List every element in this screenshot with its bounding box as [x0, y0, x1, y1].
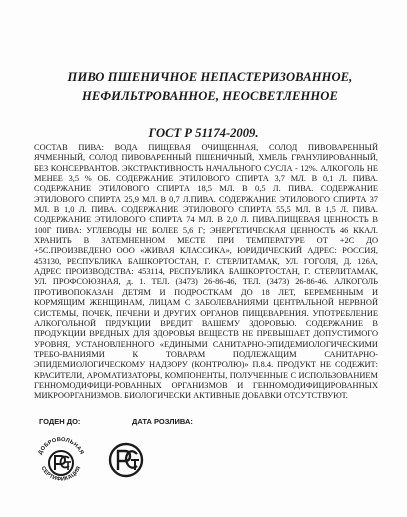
product-title-line-2: НЕФИЛЬТРОВАННОЕ, НЕОСВЕТЛЕННОЕ: [81, 89, 338, 103]
product-title: [40, 68, 380, 106]
cert-arc-bottom-text: СЕРТИФИКАЦИЯ: [39, 465, 83, 483]
composition-text: СОСТАВ ПИВА: ВОДА ПИЩЕВАЯ ОЧИЩЕННАЯ, СОЛОД ПИВОВАРЕННЫЙ ЯЧМЕННЫЙ, СОЛОД ПИВОВАРЕННЫЙ ПШЕНИЧНЫЙ, ХМЕЛЬ ГРАНУЛИРОВАННЫЙ, БЕЗ КОНСЕРВАНТОВ. ЭКСТРАКТИВНОСТЬ НАЧАЛЬНОГО СУСЛА - 12%. АЛКОГОЛЬ НЕ МЕНЕЕ 3,5 % ОБ. СОДЕРЖАНИЕ ЭТИЛОВОГО СПИРТА 3,7 МЛ. В 0,1 Л. ПИВА. СОДЕРЖАНИЕ ЭТИЛОВОГО СПИРТА 18,5 МЛ. В 0,5 Л. ПИВА. СОДЕРЖАНИЕ ЭТИЛОВОГО СПИРТА 25,9 МЛ. В 0,7 Л.ПИВА. СОДЕРЖАНИЕ ЭТИЛОВОГО СПИРТА 37 МЛ. В 1,0 Л. ПИВА. СОДЕРЖАНИЕ ЭТИЛОВОГО СПИРТА 55,5 МЛ. В 1,5 Л. ПИВА. СОДЕРЖАНИЕ ЭТИЛОВОГО СПИРТА 74 МЛ. В 2,0 Л. ПИВА.ПИЩЕВАЯ ЦЕННОСТЬ В 100Г ПИВА: УГЛЕВОДЫ НЕ БОЛЕЕ 5,6 Г; ЭНЕРГЕТИЧЕСКАЯ ЦЕННОСТЬ 46 ККАЛ. ХРАНИТЬ В ЗАТЕМНЕННОМ МЕСТЕ ПРИ ТЕМПЕРАТУРЕ ОТ +2С ДО +5С.ПРОИЗВЕДЕНО ООО «ЖИВАЯ КЛАССИКА», ЮРИДИЧЕСКИЙ АДРЕС: РОССИЯ, 453130, РЕСПУБЛИКА БАШКОРТОСТАН, Г. СТЕРЛИТАМАК, УЛ. ГОГОЛЯ, Д. 126А, АДРЕС ПРОИЗВОДСТВА: 453114, РЕСПУБЛИКА БАШКОРТОСТАН, Г. СТЕРЛИТАМАК, УЛ. ПРОФСОЮЗНАЯ, д. 1. ТЕЛ. (3473) 26-86-46, ТЕЛ. (3473) 26-86-46. АЛКОГОЛЬ ПРОТИВОПОКАЗАН ДЕТЯМ И ПОДРОСТКАМ ДО 18 ЛЕТ, БЕРЕМЕННЫМ И КОРМЯЩИМ ЖЕНЩИНАМ, ЛИЦАМ С ЗАБОЛЕВАНИЯМИ ЦЕНТРАЛЬНОЙ НЕРВНОЙ СИСТЕМЫ, ПОЧЕК, ПЕЧЕНИ И ДРУГИХ ОРГАНОВ ПИЩЕВАРЕНИЯ. УПОТРЕБЛЕНИЕ АЛКОГОЛЬНОЙ ПРДУКЦИИ ВРЕДИТ ВАШЕМУ ЗДОРОВЬЮ. СОДЕРЖАНИЕ В ПРОДУКЦИИ ВРЕДНЫХ ДЛЯ ЗДОРОВЬЯ ВЕЩЕСТВ НЕ ПРЕВЫШАЕТ ДОПУСТИМОГО УРОВНЯ, УСТАНОВЛЕННОГО «ЕДИНЫМИ САНИТАРНО-ЭПИДЕМИОЛОГИЧЕСКИМИ ТРЕБО-ВАНИЯМИ К ТОВАРАМ ПОДЛЕЖАЩИМ САНИТАРНО-ЭПИДЕМИОЛОГИЧЕСКОМУ НАДЗОРУ (КОНТРОЛЮ)» П.8.4. ПРОДУКТ НЕ СОДЕЖИТ: КРАСИТЕЛИ, АРОМАТИЗАТОРЫ, КОМПОНЕНТЫ, ПОЛУЧЕННЫЕ С ИСПОЛЬЗОВАНИЕМ ГЕННОМОДИФИЦИ-РОВАННЫХ ОРГАНИЗМОВ И ГЕННОМОДИФИЦИРОВАННЫХ МИКРООРГАНИЗМОВ. БИОЛОГИЧЕСКИ АКТИВНЫЕ ДОБАВКИ ОТСУТСТВУЮТ.: [34, 143, 378, 401]
voluntary-certification-mark-icon: [32, 432, 90, 490]
best-before-label: ГОДЕН ДО:: [39, 417, 81, 426]
cert-arc-top-text: ДОБРОВОЛЬНАЯ: [37, 436, 85, 456]
footer-labels: [0, 417, 407, 429]
standard-number: ГОСТ Р 51174-2009.: [148, 126, 259, 140]
rst-certification-mark-icon: [106, 440, 146, 480]
product-title-line-1: ПИВО ПШЕНИЧНОЕ НЕПАСТЕРИЗОВАННОЕ,: [67, 70, 353, 84]
bottling-date-label: ДАТА РОЗЛИВА:: [132, 417, 193, 426]
